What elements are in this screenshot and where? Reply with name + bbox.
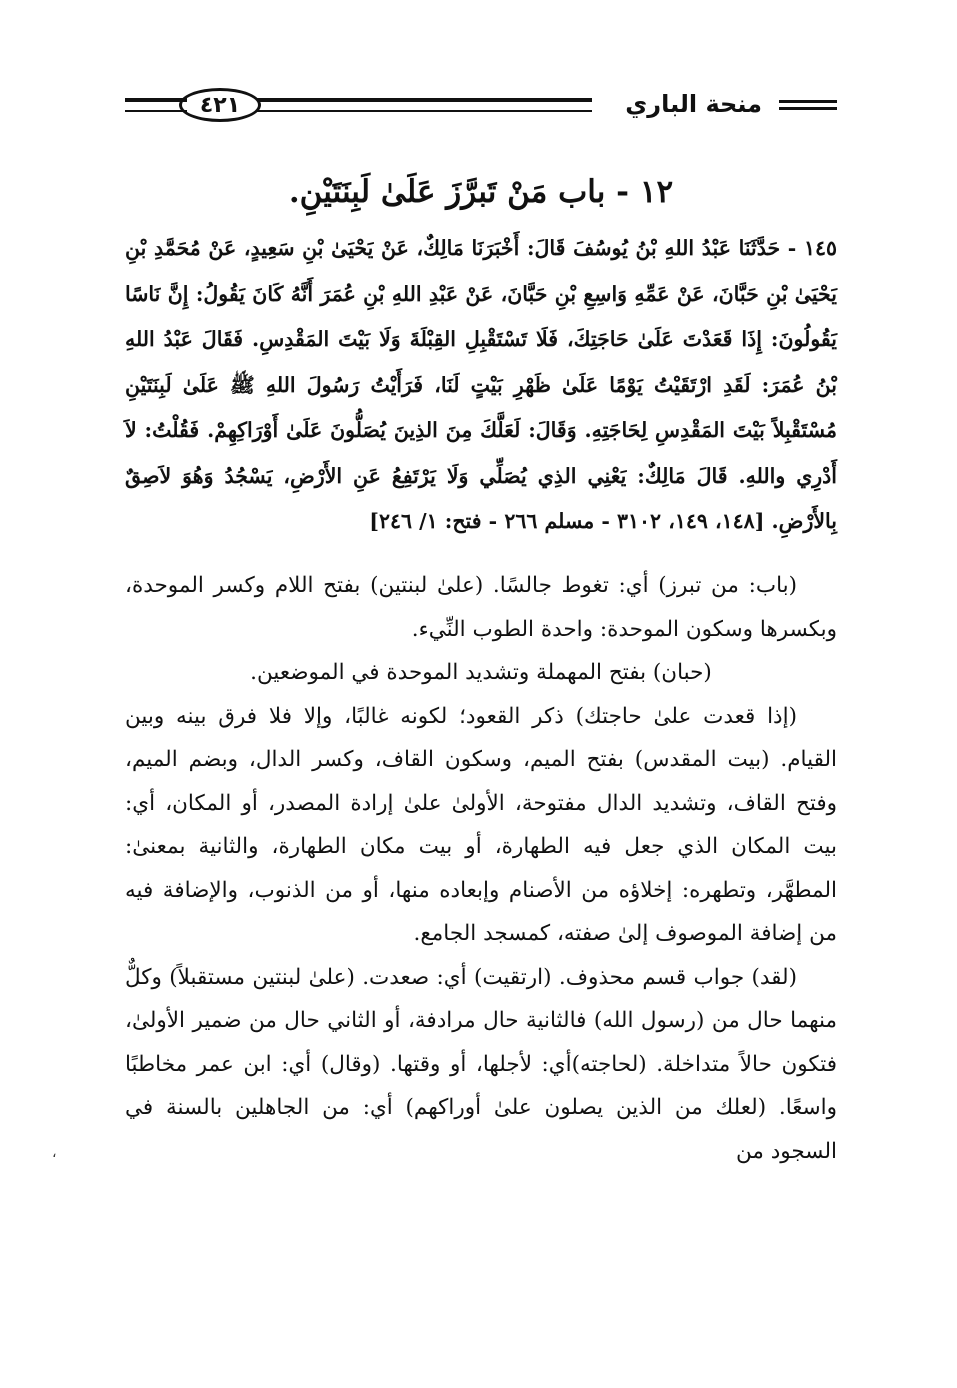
running-header [125, 88, 837, 126]
page-number: ٤٢١ [179, 88, 261, 122]
commentary [125, 564, 837, 1173]
header-rule-left [125, 98, 187, 112]
commentary-paragraph: (لقد) جواب قسم محذوف. (ارتقيت) أي: صعدت. (علىٰ لبنتين مستقبلاً) وكلٌّ منهما حال من (رسول الله) فالثانية حال مرادفة، أو الثاني حال من ضمير الأولىٰ، فتكون حالاً متداخلة. (لحاجته)أي: لأجلها، أو وقتها. (وقال) أي: ابن عمر مخاطبًا واسعًا. (لعلك من الذين يصلون علىٰ أوراكهم) أي: من الجاهلين بالسنة في السجود من [125, 964, 837, 1164]
commentary-paragraph: (حبان) بفتح المهملة وتشديد الموحدة في الموضعين. [250, 660, 712, 685]
commentary-paragraph: (باب: من تبرز) أي: تغوط جالسًا. (علىٰ لبنتين) بفتح اللام وكسر الموحدة، وبكسرها وسكون الموحدة: واحدة الطوب النِّيء. [125, 573, 837, 642]
commentary-paragraph: (إذا قعدت علىٰ حاجتك) ذكر القعود؛ لكونه غالبًا، وإلا فلا فرق بينه وبين القيام. (بيت المقدس) بفتح الميم، وسكون القاف، وكسر الدال، وبضم الميم، وفتح القاف، وتشديد الدال مفتوحة، الأولىٰ علىٰ إرادة المصدر، أو المكان، أي: بيت المكان الذي جعل فيه الطهارة، أو بيت مكان الطهارة، والثانية بمعنىٰ: المطهَّر، وتطهره: إخلاؤه من الأصنام وإبعاده منها، أو من الذنوب، والإضافة فيه من إضافة الموصوف إلىٰ صفته، كمسجد الجامع. [125, 703, 837, 946]
margin-mark: ، [52, 1145, 57, 1161]
book-title: منحة الباري [625, 90, 762, 118]
header-ornament-dash [779, 100, 837, 110]
chapter-heading: ١٢ - باب مَنْ تَبرَّزَ عَلَىٰ لَبِنَتَيْنِ. [288, 174, 674, 210]
header-rule [255, 98, 592, 112]
hadith-text: ١٤٥ - حَدَّثَنَا عَبْدُ اللهِ بْنُ يُوسُفَ قَالَ: أَخْبَرَنَا مَالِكٌ، عَنْ يَحْيَىٰ بْنِ سَعِيدٍ، عَنْ مُحَمَّدِ بْنِ يَحْيَىٰ بْنِ حَبَّانَ، عَنْ عَمِّهِ وَاسِعِ بْنِ حَبَّانَ، عَنْ عَبْدِ اللهِ بْنِ عُمَرَ أَنَّهُ كَانَ يَقُولُ: إِنَّ نَاسًا يَقُولُونَ: إِذَا قَعَدْتَ عَلَىٰ حَاجَتِكَ، فَلَا تَسْتَقْبِلِ القِبْلَةَ وَلَا بَيْتَ المَقْدِسِ. فَقَالَ عَبْدُ اللهِ بْنُ عُمَرَ: لَقَدِ ارْتَقَيْتُ يَوْمًا عَلَىٰ ظَهْرِ بَيْتٍ لَنَا، فَرَأَيْتُ رَسُولَ اللهِ ﷺ عَلَىٰ لَبِنَتَيْنِ مُسْتَقْبِلاً بَيْتَ المَقْدِسِ لِحَاجَتِهِ. وَقَالَ: لَعَلَّكَ مِنَ الذِينَ يُصَلُّونَ عَلَىٰ أَوْرَاكِهِمْ. فَقُلْتُ: لاَ أَدْرِي واللهِ. قَالَ مَالِكٌ: يَعْنِي الذِي يُصَلِّي وَلَا يَرْتَفِعُ عَنِ الأَرْضِ، يَسْجُدُ وَهُوَ لاَصِقٌ بِالأَرْضِ. [١٤٨، ١٤٩، ٣١٠٢ - مسلم ٢٦٦ - فتح: ١/ ٢٤٦] [125, 236, 837, 533]
